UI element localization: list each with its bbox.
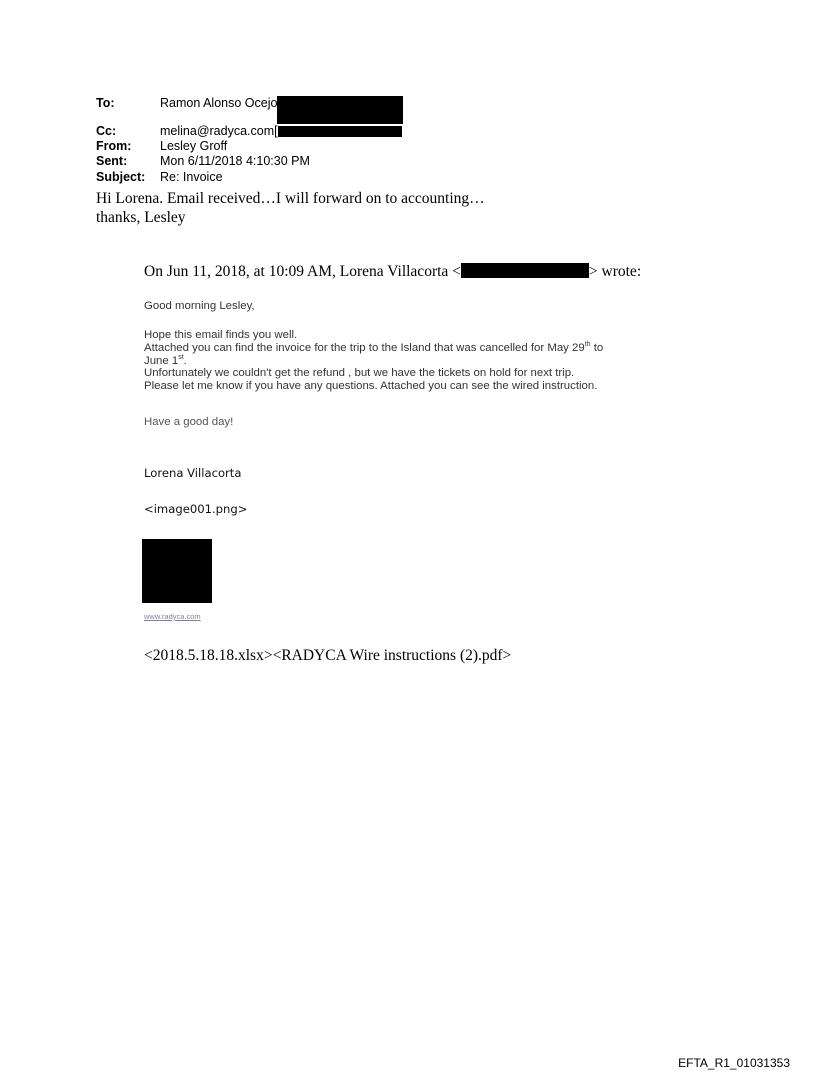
attribution-suffix: > wrote: xyxy=(588,263,642,280)
from-label: From: xyxy=(96,139,132,154)
cc-label: Cc: xyxy=(96,124,117,138)
subject-label: Subject: xyxy=(96,169,146,184)
image-reference: <image001.png> xyxy=(144,502,248,516)
body-line-1: Hope this email finds you well. xyxy=(144,329,298,341)
from-value: Lesley Groff xyxy=(160,139,228,154)
body-line-4: Unfortunately we couldn't get the refund , but we have the tickets on hold for next trip. xyxy=(144,367,575,380)
quoted-message xyxy=(144,262,684,664)
cc-row xyxy=(96,124,403,139)
to-row xyxy=(96,96,403,124)
reply-body xyxy=(96,189,485,227)
sent-row xyxy=(96,154,403,169)
body-line-3-end: . xyxy=(183,354,187,367)
body-line-5: Please let me know if you have any questions. Attached you can see the wired instruction. xyxy=(144,380,598,393)
body-line-3 xyxy=(144,355,674,368)
cc-value xyxy=(160,124,402,139)
to-label: To: xyxy=(96,96,115,110)
body-line-2-end: to xyxy=(590,341,604,354)
redacted-logo xyxy=(142,539,212,603)
subject-value: Re: Invoice xyxy=(160,169,223,184)
cc-email: melina@radyca.com[ xyxy=(160,124,278,138)
signature-name: Lorena Villacorta xyxy=(144,466,242,480)
quote-attribution xyxy=(144,262,684,281)
body-line-2 xyxy=(144,342,674,355)
to-value xyxy=(160,96,403,124)
document-id: EFTA_R1_01031353 xyxy=(678,1056,790,1070)
email-header xyxy=(96,96,403,185)
reply-line-2: thanks, Lesley xyxy=(96,209,186,226)
redaction-block xyxy=(277,96,403,124)
greeting: Good morning Lesley, xyxy=(144,300,255,312)
sent-value: Mon 6/11/2018 4:10:30 PM xyxy=(160,154,310,169)
ordinal-suffix: st xyxy=(178,353,184,361)
redaction-block xyxy=(278,126,402,137)
body-line-2-text: Attached you can find the invoice for the trip to the Island that was cancelled for May 29 xyxy=(144,341,585,354)
reply-line-1: Hi Lorena. Email received…I will forward on to accounting… xyxy=(96,190,485,207)
to-name: Ramon Alonso Ocejo xyxy=(160,96,278,110)
website-link[interactable]: www.radyca.com xyxy=(144,612,201,621)
subject-row xyxy=(96,170,403,185)
closing: Have a good day! xyxy=(144,416,234,428)
sent-label: Sent: xyxy=(96,154,128,169)
ordinal-suffix: th xyxy=(584,341,591,348)
attachments-line: <2018.5.18.18.xlsx><RADYCA Wire instructions (2).pdf> xyxy=(144,647,512,664)
body-line-3-text: June 1 xyxy=(144,354,179,367)
from-row xyxy=(96,139,403,154)
quoted-body xyxy=(144,329,674,393)
redaction-block xyxy=(461,263,589,278)
attribution-prefix: On Jun 11, 2018, at 10:09 AM, Lorena Villacorta < xyxy=(144,263,461,280)
